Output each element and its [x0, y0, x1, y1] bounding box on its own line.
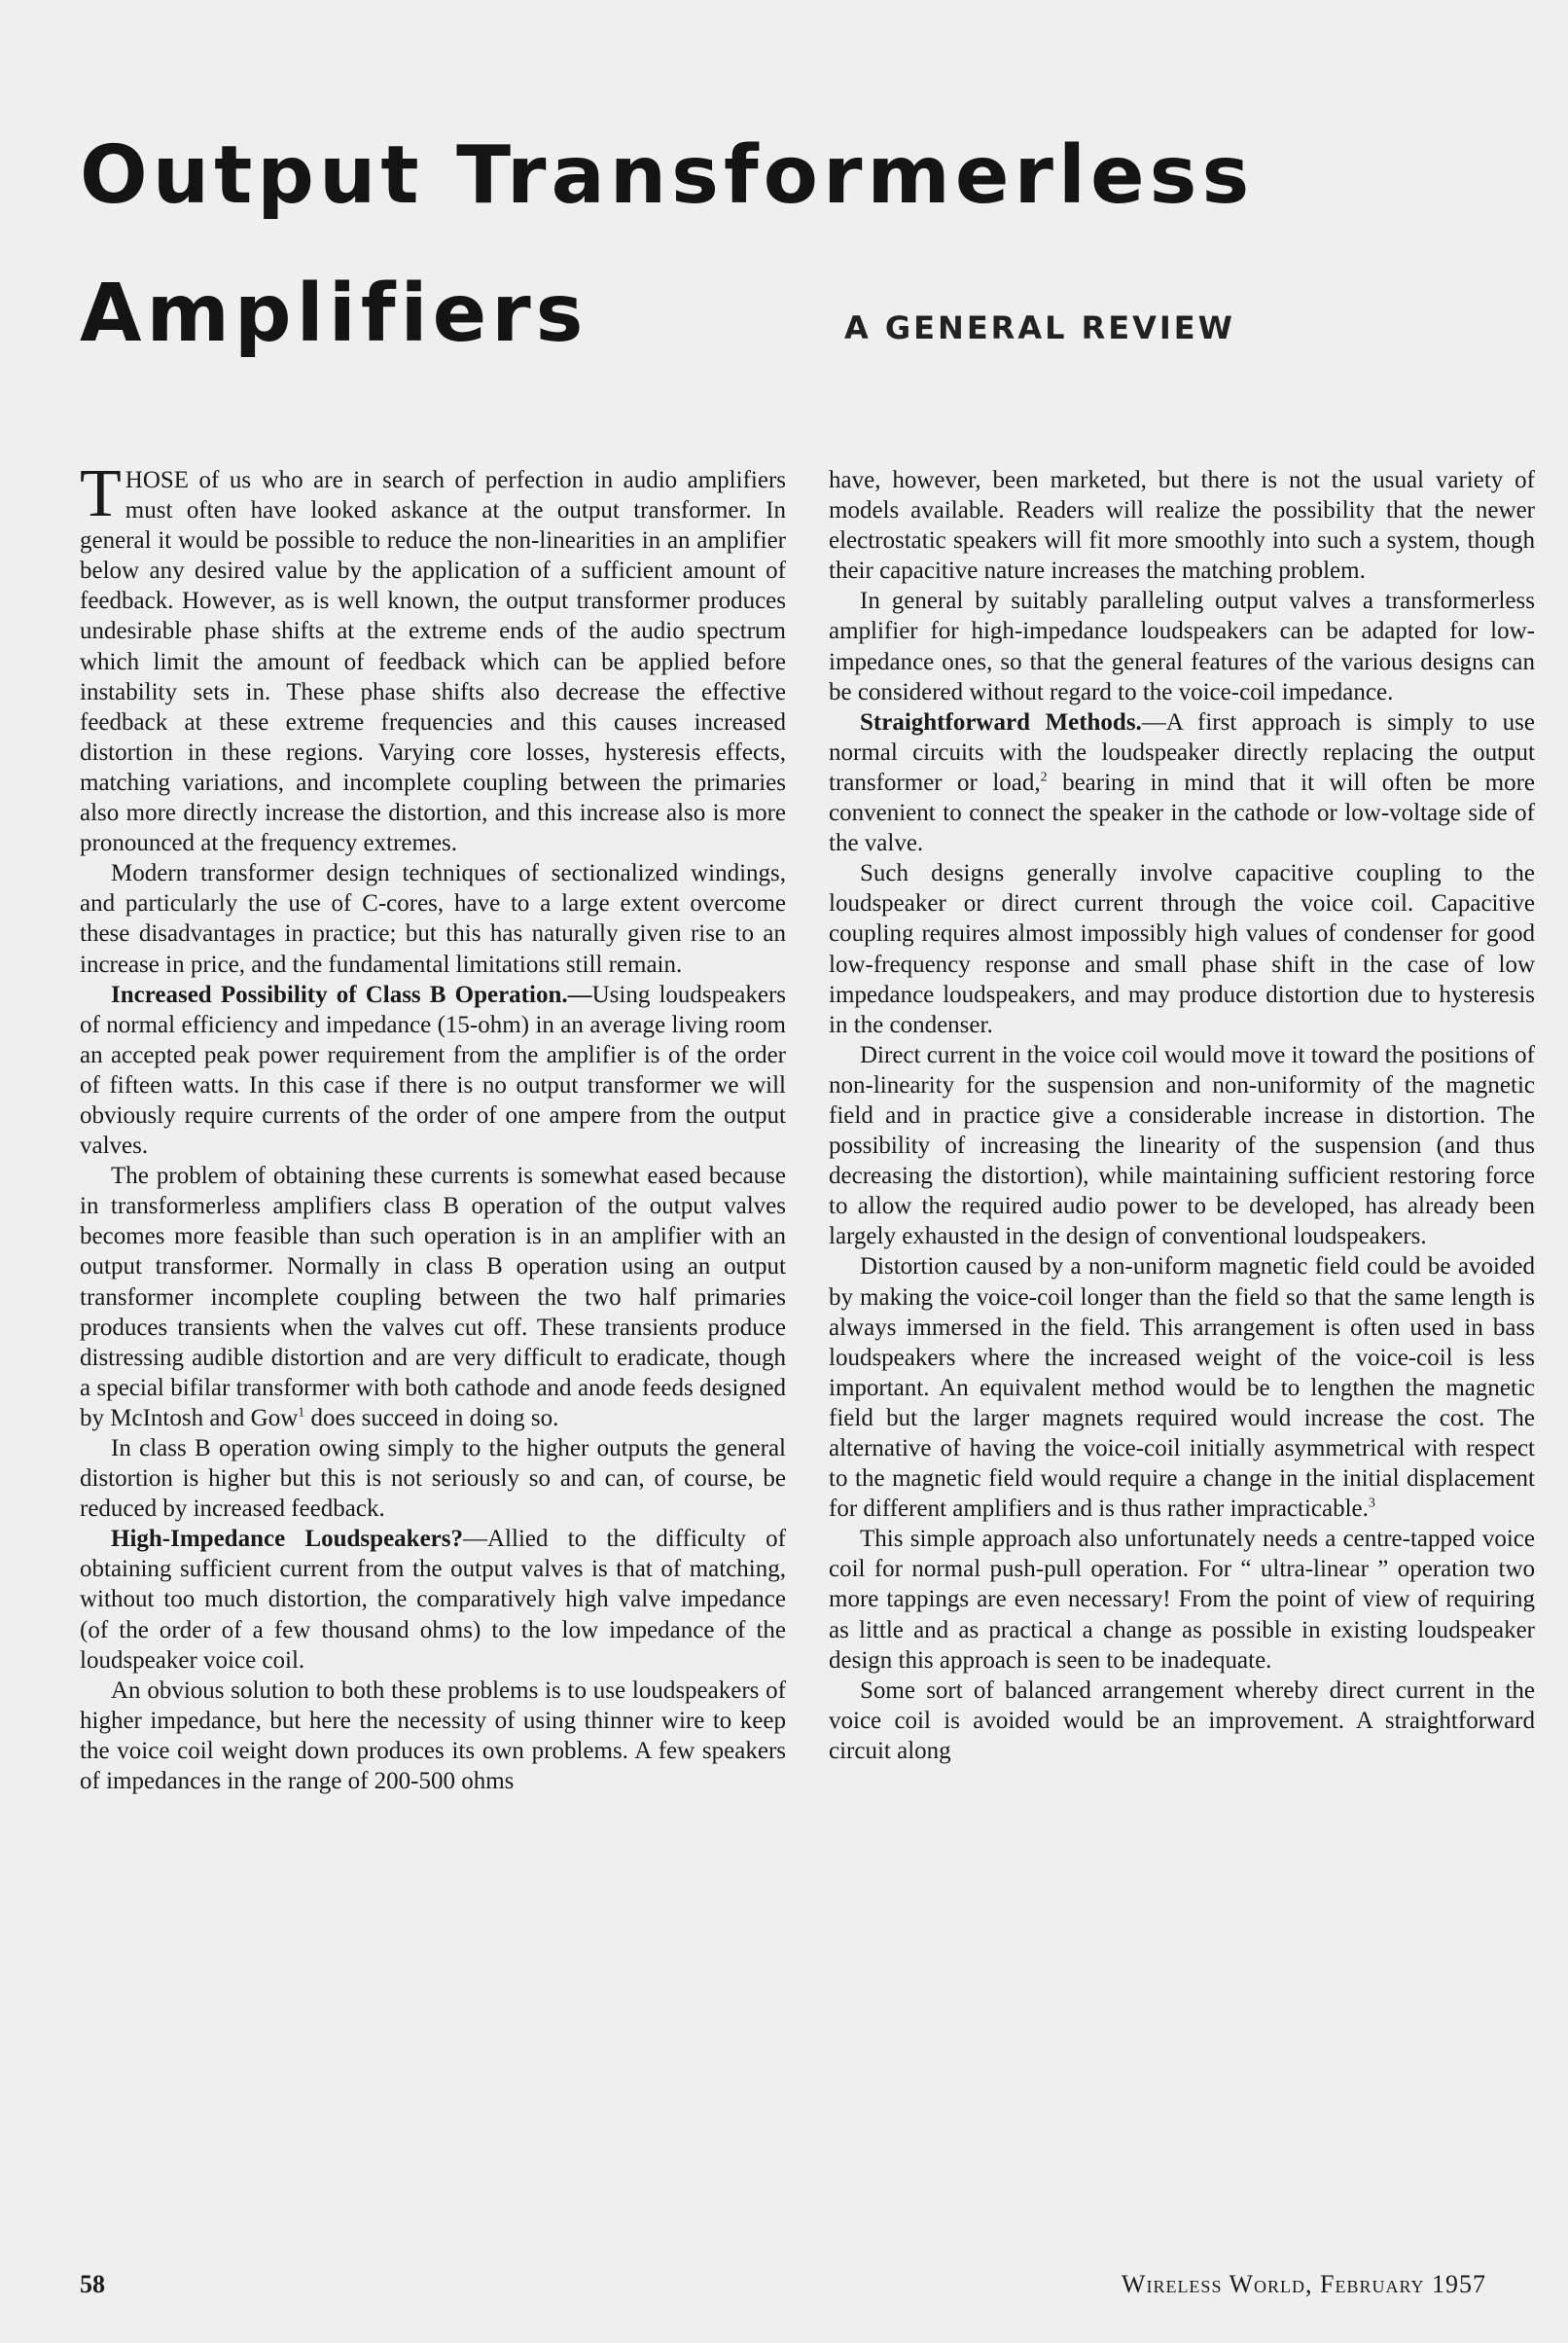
- journal-footer: Wireless World, February 1957: [1121, 2270, 1486, 2298]
- paragraph-text: —Allied to the difficulty of obtaining sufficient current from the output valves is that of matching, without too much distortion, the comparatively high valve impedance (of the order of a few thousand ohms) to the low impedance of the loudspeaker voice coil.: [80, 1526, 786, 1674]
- paragraph-text: Using loudspeakers of normal efficiency and impedance (15-ohm) in an average living room an accepted peak power requirement from the amplifier is of the order of fifteen watts. In this case if there is no output transformer we will obviously require currents of the order of one ampere from the output valves.: [80, 981, 787, 1160]
- reference-mark: 1: [298, 1405, 305, 1421]
- paragraph-text: The problem of obtaining these currents is somewhat eased because in transformerless amplifiers class B operation of the output valves becomes more feasible than such operation is in an amplifier with an output transformer. Normally in class B operation using an output transformer incomplete coupling between the two half primaries produces transients when the valves cut off. These transients produce distressing audible distortion and are very difficult to eradicate, though a special bifilar transformer with both cathode and anode feeds designed by McIntosh and Gow: [80, 1163, 786, 1431]
- article-title-line-1: Output Transformerless: [80, 129, 1255, 222]
- paragraph: [80, 980, 786, 1162]
- article-title-line-2: Amplifiers: [80, 268, 588, 360]
- paragraph-text: —A first approach is simply to use normal circuits with the loudspeaker directly replacing the output transformer or load,: [829, 708, 1536, 796]
- paragraph: [829, 1251, 1535, 1524]
- paragraph-text: bearing in mind that it will often be more convenient to connect the speaker in the cathode or low-voltage side of the valve.: [829, 769, 1536, 857]
- paragraph: In class B operation owing simply to the higher outputs the general distortion is higher but this is not seriously so and can, of course, be reduced by increased feedback.: [80, 1435, 786, 1523]
- section-heading: Increased Possibility of Class B Operation.—: [111, 981, 592, 1008]
- paragraph: have, however, been marketed, but there is not the usual variety of models available. Readers will realize the possibility that the newer electrostatic speakers will fit more smoothly into such a system, though their capacitive nature increases the matching problem.: [829, 467, 1535, 585]
- paragraph: [829, 707, 1535, 858]
- paragraph: Modern transformer design techniques of sectionalized windings, and particularly the use of C-cores, have to a large extent overcome these disadvantages in practice; but this has naturally given rise to an increase in price, and the fundamental limitations still remain.: [80, 860, 786, 978]
- paragraph: Direct current in the voice coil would move it toward the positions of non-linearity for the suspension and non-uniformity of the magnetic field and in practice give a considerable increase in distortion. The possibility of increasing the linearity of the suspension (and thus decreasing the distortion), while maintaining sufficient restoring force to allow the required audio power to be developed, has already been largely exhausted in the design of conventional loudspeakers.: [829, 1041, 1535, 1250]
- section-heading: High-Impedance Loudspeakers?: [111, 1526, 463, 1553]
- left-column: [80, 456, 787, 1796]
- section-heading: Straightforward Methods.: [860, 708, 1142, 736]
- paragraph: In general by suitably paralleling output valves a transformerless amplifier for high-impedance loudspeakers can be adapted for low-impedance ones, so that the general features of the various designs can be considered without regard to the voice-coil impedance.: [829, 588, 1535, 705]
- drop-cap: T: [80, 456, 122, 531]
- paragraph-text: Distortion caused by a non-uniform magnetic field could be avoided by making the voice-coil longer than the field so that the same length is always immersed in the field. This arrangement is often used in bass loudspeakers where the increased weight of the voice-coil is less important. An equivalent method would be to lengthen the magnetic field but the larger magnets required would increase the cost. The alternative of having the voice-coil initially asymmetrical with respect to the magnetic field would require a change in the initial displacement for different amplifiers and is thus rather impracticable.: [829, 1253, 1535, 1523]
- paragraph: Some sort of balanced arrangement whereby direct current in the voice coil is avoided would be an improvement. A straightforward circuit along: [829, 1676, 1535, 1764]
- paragraph: An obvious solution to both these problems is to use loudspeakers of higher impedance, but here the necessity of using thinner wire to keep the voice coil weight down produces its own problems. A few speakers of impedances in the range of 200-500 ohms: [80, 1676, 786, 1795]
- reference-mark: 2: [1040, 770, 1048, 785]
- paragraph: [80, 1524, 786, 1675]
- article-subtitle: A GENERAL REVIEW: [844, 309, 1235, 346]
- paragraph-text: does succeed in doing so.: [304, 1404, 559, 1431]
- paragraph: Such designs generally involve capacitive coupling to the loudspeaker or direct current through the voice coil. Capacitive coupling requires almost impossibly high values of condenser for good low-frequency response and small phase shift in the case of low impedance loudspeakers, and may produce distortion due to hysteresis in the condenser.: [829, 860, 1535, 1038]
- right-column: [829, 465, 1535, 1766]
- paragraph-text: HOSE of us who are in search of perfection in audio amplifiers must often have looked askance at the output transformer. In general it would be possible to reduce the non-linearities in an amplifier below any desired value by the application of a sufficient amount of feedback. However, as is well known, the output transformer produces undesirable phase shifts at the extreme ends of the audio spectrum which limit the amount of feedback which can be applied before instability sets in. These phase shifts also decrease the effective feedback at these extreme frequencies and this causes increased distortion in these regions. Varying core losses, hysteresis effects, matching variations, and incomplete coupling between the primaries also more directly increase the distortion, and this increase also is more pronounced at the frequency extremes.: [80, 467, 786, 857]
- reference-mark: 3: [1368, 1496, 1375, 1511]
- paragraph: This simple approach also unfortunately needs a centre-tapped voice coil for normal push-pull operation. For “ ultra-linear ” operation two more tappings are even necessary! From the point of view of requiring as little and as practical a change as possible in existing loudspeaker design this approach is seen to be inadequate.: [829, 1526, 1535, 1674]
- page-number: 58: [80, 2270, 105, 2298]
- paragraph: [80, 1161, 786, 1433]
- paragraph-intro: [80, 456, 786, 858]
